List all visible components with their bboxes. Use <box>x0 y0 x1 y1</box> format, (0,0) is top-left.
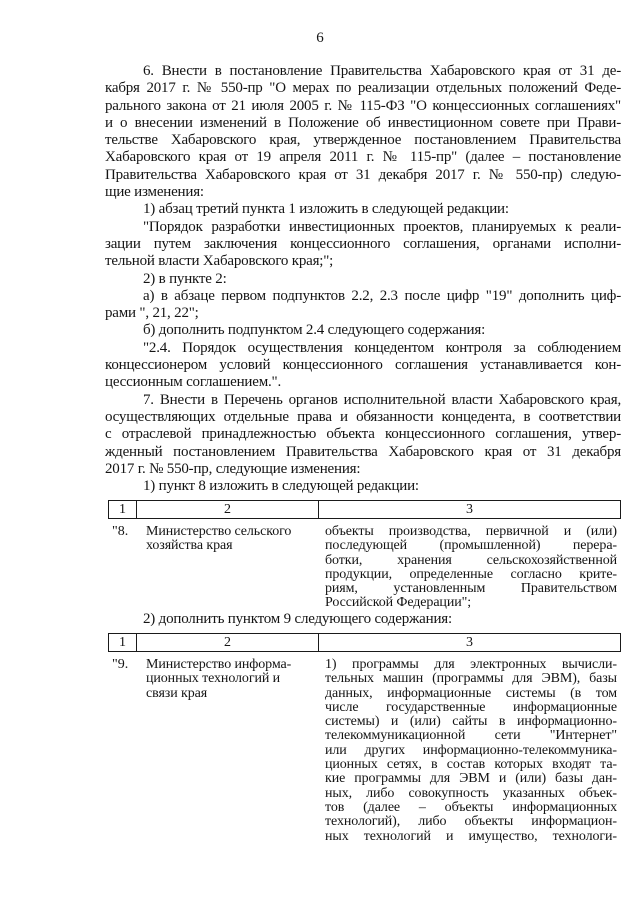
subitem-2a-line: а) в абзаце первом подпунктов 2.2, 2.3 после цифр "19" дополнить циф- <box>143 287 621 304</box>
object-line: риям, установленным Правительством <box>325 581 617 597</box>
object-line: кие программы для ЭВМ и (или) базы дан- <box>325 771 617 787</box>
authority-line: хозяйства края <box>146 538 233 554</box>
paragraph-6-line: рального закона от 21 июля 2005 г. № 115-ФЗ "О концессионных соглашениях" <box>105 97 621 114</box>
page-number: 6 <box>316 30 324 46</box>
paragraph-6-line: Правительства Хабаровского края от 31 декабря 2017 г. № 550-пр) следую- <box>105 166 621 183</box>
object-line: или других информационно-телекоммуника- <box>325 742 617 758</box>
object-line: ционных сетях, в состав которых входят та- <box>325 757 617 773</box>
object-line: ных, либо совокупность указанных объек- <box>325 785 617 801</box>
object-line: тов (далее – объекты информационных <box>325 799 617 815</box>
quoted-text-line: "Порядок разработки инвестиционных проектов, планируемых к реали- <box>143 218 621 235</box>
quoted-text-line: тельной власти Хабаровского края;"; <box>105 253 334 270</box>
paragraph-6-line: щие изменения: <box>105 184 204 201</box>
paragraph-6-line: кабря 2017 г. № 550-пр "О мерах по реализации отдельных положений Феде- <box>105 80 621 97</box>
row-number: "9. <box>112 657 129 672</box>
table-header-cell: 1 <box>109 634 137 651</box>
table-header-cell: 3 <box>466 502 473 517</box>
paragraph-7-line: 7. Внести в Перечень органов исполнительной власти Хабаровского края, <box>143 391 621 408</box>
object-line: данных, информационные системы (в том <box>325 685 617 701</box>
paragraph-7-line: жденный постановлением Правительства Хабаровского края от 31 декабря <box>105 443 621 460</box>
object-cell <box>325 658 617 844</box>
subitem-2-text: 2) дополнить пунктом 9 следующего содержания: <box>143 611 452 627</box>
authority-line: Министерство сельского <box>146 524 292 539</box>
object-cell <box>325 525 617 611</box>
table-header-cell: 1 <box>109 501 137 518</box>
object-line: Российской Федерации"; <box>325 595 472 611</box>
subitem-1-line: 1) пункт 8 изложить в следующей редакции: <box>143 478 419 495</box>
authority-line: ционных технологий и <box>146 671 281 687</box>
object-line: 1) программы для электронных вычисли- <box>325 657 617 672</box>
authority-line: связи края <box>146 685 208 701</box>
subitem-1-line: 1) абзац третий пункта 1 изложить в следующей редакции: <box>143 201 509 218</box>
paragraph-6-line: Хабаровского края от 19 апреля 2011 г. № 115-пр" (далее – постановление <box>105 149 621 166</box>
subitem-2a-line: рами ", 21, 22"; <box>105 305 199 322</box>
object-line: ных технологий и имущество, технологи- <box>325 828 617 844</box>
table-header-cell: 2 <box>137 634 319 651</box>
paragraph-7-line: осуществляющих отдельные права и обязанности концедента, в соответствии <box>105 408 621 425</box>
table-header-cell: 3 <box>466 635 473 650</box>
object-line: числе государственные информационные <box>325 699 617 715</box>
row-number: "8. <box>112 524 129 539</box>
object-line: последующей (промышленной) перера- <box>325 538 617 554</box>
authority-line: Министерство информа- <box>146 657 292 672</box>
object-line: продукции, определенные согласно крите- <box>325 566 617 582</box>
object-line: системы) и (или) сайты в информационно- <box>325 714 617 730</box>
subitem-2-line: 2) в пункте 2: <box>143 270 227 287</box>
object-line: объекты производства, первичной и (или) <box>325 524 617 539</box>
paragraph-6-line: 6. Внести в постановление Правительства Хабаровского края от 31 де- <box>143 63 621 79</box>
object-line: технологий), либо объекты информацион- <box>325 814 617 830</box>
table-header-cell: 2 <box>137 501 319 518</box>
object-line: ботки, хранения сельскохозяйственной <box>325 552 617 568</box>
quoted-text-line: зации путем заключения концессионного соглашения, органами исполни- <box>105 235 621 252</box>
document-body <box>105 63 621 495</box>
quoted-text-line: "2.4. Порядок осуществления концедентом контроля за соблюдением <box>143 339 621 356</box>
authority-cell <box>146 658 314 701</box>
object-line: телекоммуникационной сети "Интернет" <box>325 728 617 744</box>
table-1-header <box>108 500 621 519</box>
authority-cell <box>146 525 314 554</box>
paragraph-7-line: с отраслевой принадлежностью объекта концессионного соглашения, утвер- <box>105 426 621 443</box>
paragraph-6-line: и о внесении изменений в Положение об инвестиционном совете при Прави- <box>105 114 621 131</box>
object-line: тельных машин (программы для ЭВМ), базы <box>325 671 617 687</box>
table-2-header <box>108 633 621 652</box>
paragraph-7-line: 2017 г. № 550-пр, следующие изменения: <box>105 460 361 477</box>
subitem-2b-line: б) дополнить подпунктом 2.4 следующего содержания: <box>143 322 486 339</box>
quoted-text-line: цессионным соглашением.". <box>105 374 282 391</box>
paragraph-6-line: тельстве Хабаровского края, утвержденное постановлением Правительства <box>105 132 621 149</box>
quoted-text-line: концессионером условий концессионного соглашения устанавливается кон- <box>105 357 621 374</box>
